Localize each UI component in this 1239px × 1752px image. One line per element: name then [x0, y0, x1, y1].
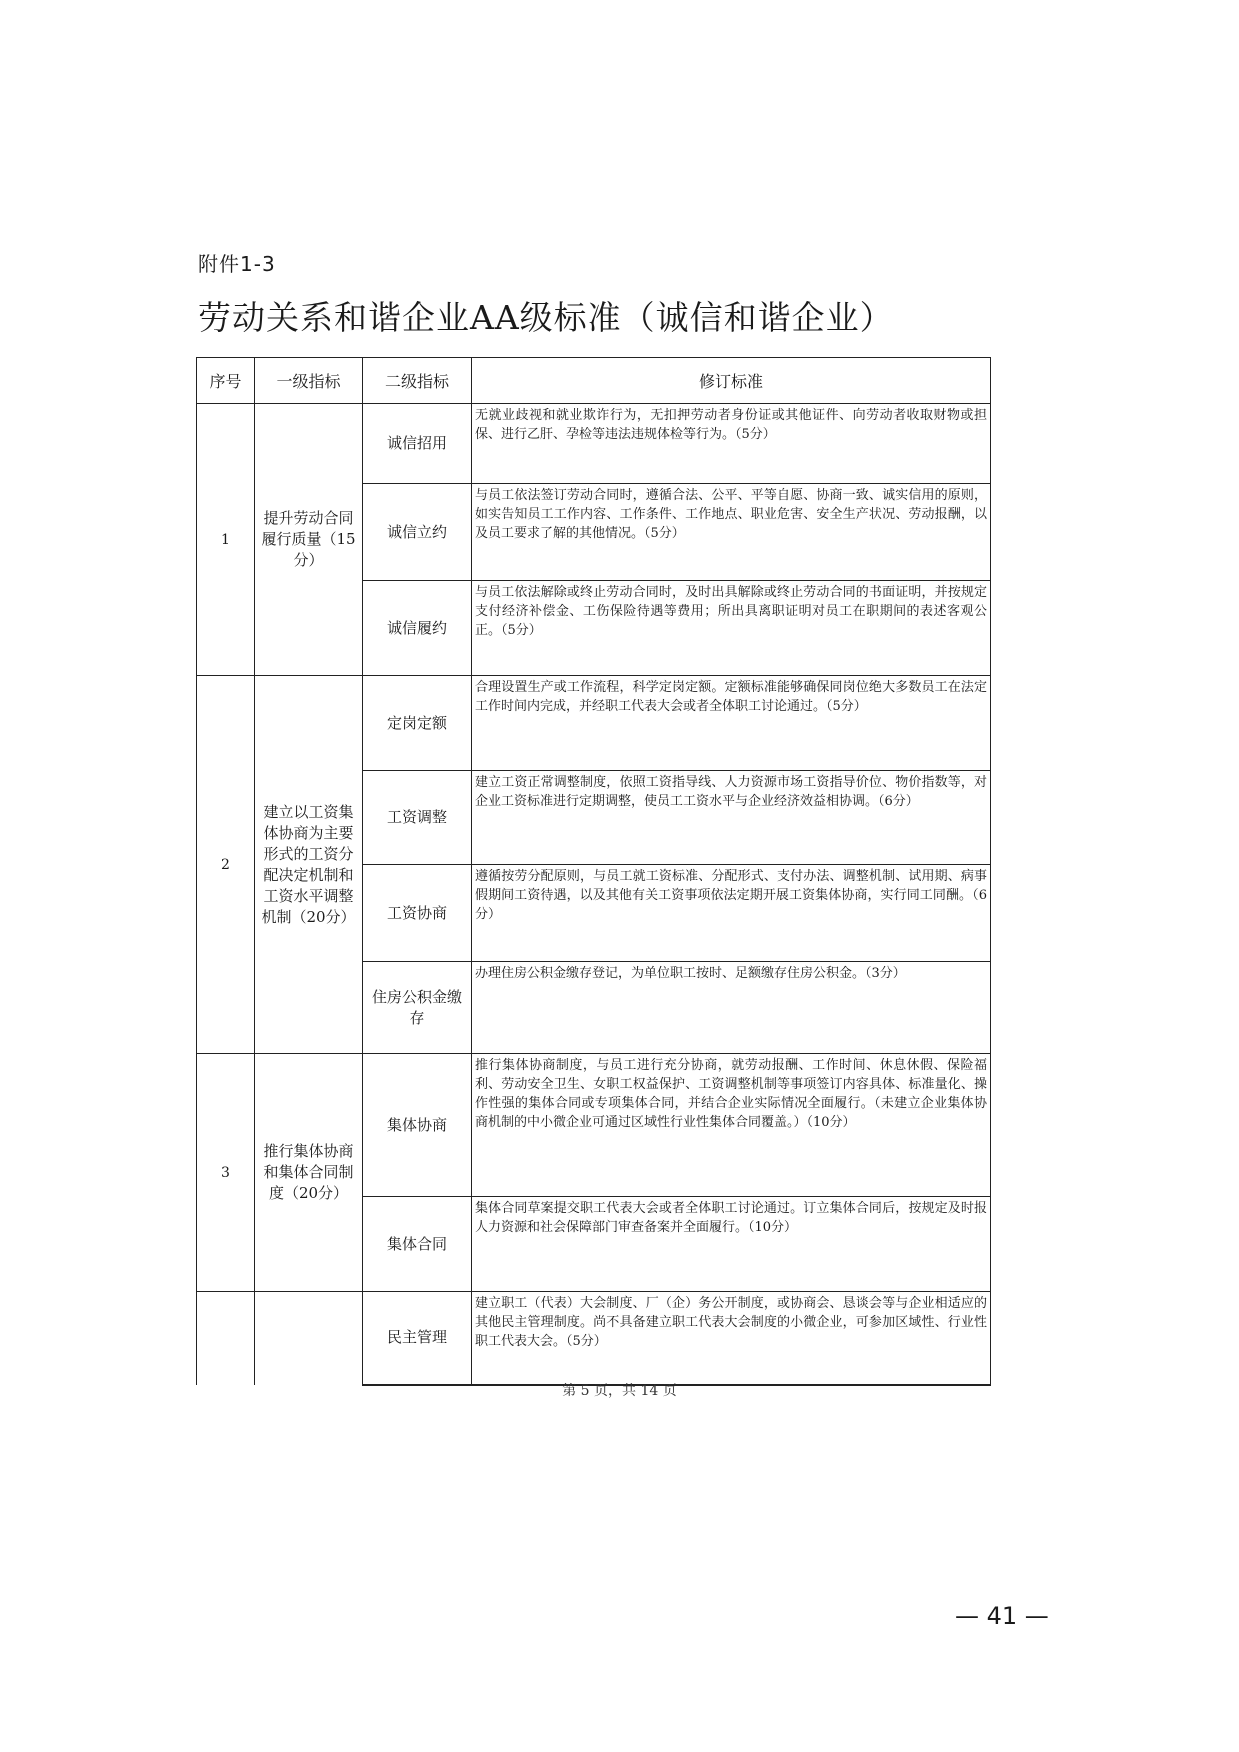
level1-indicator: 提升劳动合同履行质量（15分） [255, 404, 363, 676]
group-no: 3 [197, 1054, 255, 1292]
level2-indicator: 集体协商 [363, 1054, 472, 1197]
header-level2: 二级指标 [363, 358, 472, 404]
level2-indicator: 诚信立约 [363, 484, 472, 581]
table-row [197, 1054, 991, 1197]
level2-indicator: 住房公积金缴存 [363, 962, 472, 1054]
standard-text: 无就业歧视和就业欺诈行为，无扣押劳动者身份证或其他证件、向劳动者收取财物或担保、进行乙肝、孕检等违法违规体检等行为。（5分） [472, 404, 991, 484]
group-no [197, 1292, 255, 1385]
standard-text: 集体合同草案提交职工代表大会或者全体职工讨论通过。订立集体合同后，按规定及时报人力资源和社会保障部门审查备案并全面履行。（10分） [472, 1197, 991, 1292]
table-row [197, 1292, 991, 1385]
standard-text: 建立工资正常调整制度，依照工资指导线、人力资源市场工资指导价位、物价指数等，对企业工资标准进行定期调整，使员工工资水平与企业经济效益相协调。（6分） [472, 771, 991, 865]
table-header-row [197, 358, 991, 404]
header-level1: 一级指标 [255, 358, 363, 404]
header-no: 序号 [197, 358, 255, 404]
level2-indicator: 诚信招用 [363, 404, 472, 484]
group-no: 1 [197, 404, 255, 676]
standards-table [196, 357, 991, 1386]
attachment-label: 附件1-3 [198, 252, 276, 276]
table-row [197, 676, 991, 771]
header-standard: 修订标准 [472, 358, 991, 404]
standard-text: 遵循按劳分配原则，与员工就工资标准、分配形式、支付办法、调整机制、试用期、病事假期间工资待遇，以及其他有关工资事项依法定期开展工资集体协商，实行同工同酬。（6分） [472, 865, 991, 962]
document-title: 劳动关系和谐企业AA级标准（诚信和谐企业） [198, 298, 894, 337]
page-counter: 第 5 页，共 14 页 [562, 1383, 677, 1399]
level2-indicator: 工资协商 [363, 865, 472, 962]
level2-indicator: 民主管理 [363, 1292, 472, 1385]
page-number: — 41 — [955, 1602, 1049, 1630]
standard-text: 与员工依法签订劳动合同时，遵循合法、公平、平等自愿、协商一致、诚实信用的原则，如实告知员工工作内容、工作条件、工作地点、职业危害、安全生产状况、劳动报酬，以及员工要求了解的其他情况。（5分） [472, 484, 991, 581]
table-row [197, 404, 991, 484]
level1-indicator: 建立以工资集体协商为主要形式的工资分配决定机制和工资水平调整机制（20分） [255, 676, 363, 1054]
level2-indicator: 定岗定额 [363, 676, 472, 771]
level2-indicator: 工资调整 [363, 771, 472, 865]
standard-text: 推行集体协商制度，与员工进行充分协商，就劳动报酬、工作时间、休息休假、保险福利、劳动安全卫生、女职工权益保护、工资调整机制等事项签订内容具体、标准量化、操作性强的集体合同或专项集体合同，并结合企业实际情况全面履行。（未建立企业集体协商机制的中小微企业可通过区域性行业性集体合同覆盖。）（10分） [472, 1054, 991, 1197]
level2-indicator: 诚信履约 [363, 581, 472, 676]
level2-indicator: 集体合同 [363, 1197, 472, 1292]
level1-indicator: 推行集体协商和集体合同制度（20分） [255, 1054, 363, 1292]
level1-indicator [255, 1292, 363, 1385]
standard-text: 与员工依法解除或终止劳动合同时，及时出具解除或终止劳动合同的书面证明，并按规定支付经济补偿金、工伤保险待遇等费用；所出具离职证明对员工在职期间的表述客观公正。（5分） [472, 581, 991, 676]
group-no: 2 [197, 676, 255, 1054]
standard-text: 合理设置生产或工作流程，科学定岗定额。定额标准能够确保同岗位绝大多数员工在法定工作时间内完成，并经职工代表大会或者全体职工讨论通过。（5分） [472, 676, 991, 771]
standard-text: 办理住房公积金缴存登记，为单位职工按时、足额缴存住房公积金。（3分） [472, 962, 991, 1054]
standard-text: 建立职工（代表）大会制度、厂（企）务公开制度，或协商会、恳谈会等与企业相适应的其他民主管理制度。尚不具备建立职工代表大会制度的小微企业，可参加区域性、行业性职工代表大会。（5分） [472, 1292, 991, 1385]
